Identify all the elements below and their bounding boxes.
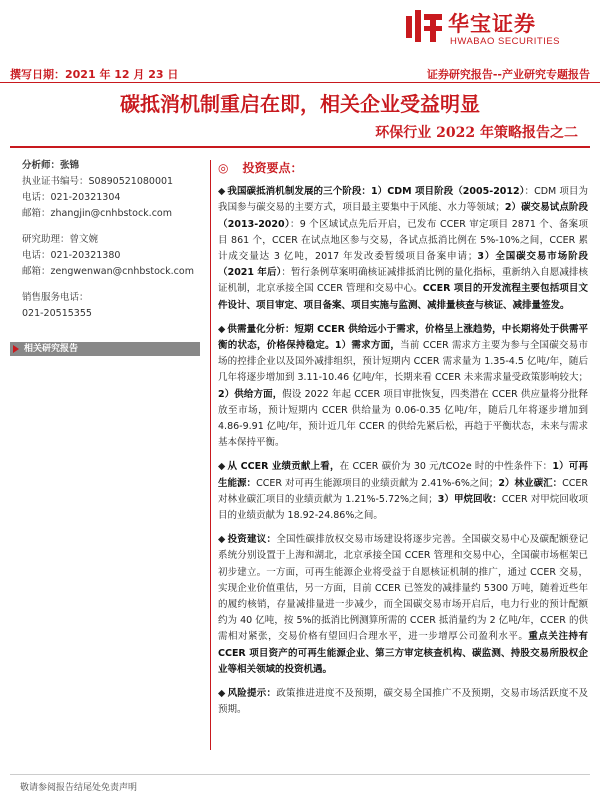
paragraph-supply-demand: ◆ 供需量化分析：短期 CCER 供给远小于需求，价格呈上涨趋势，中长期将处于供需平衡的状态，价格保持稳定。1）需求方面，当前 CCER 需求方主要为参与全国碳交易市场的控排企业以及国外减排组织，预计短期内 CCER 需求量为 1.35-4.5 亿吨/年，随后几年将逐步增加到 3.11-10.46 亿吨/年，长期来看 CCER 未来需求量受政策影响较大；2）供给方面，假设 2022 年起 CCER 项目审批恢复，四类潜在 CCER 供应量将分批释放至市场，预计短期内 CCER 供给量为 0.06-0.35 亿吨/年，随后几年将逐步增加到 4.86-9.91 亿吨/年，预计近几年 CCER 的供给先紧后松，再趋于平衡状态，未来与需求基本保持平衡。 [218, 323, 588, 449]
report-subtitle: 环保行业 2022 年策略报告之二 [375, 125, 578, 141]
title-divider [10, 146, 590, 148]
sales-phone: 021-20515355 [22, 308, 92, 319]
header-divider [0, 82, 600, 83]
paragraph-stages: ◆ 我国碳抵消机制发展的三个阶段：1）CDM 项目阶段（2005-2012）：CDM 项目为我国参与碳交易的主要方式，项目最主要集中于风能、水力等领域；2）碳交易试点阶段（2013-2020）：9 个区域试点先后开启，已发布 CCER 审定项目 2871 个、备案项目 861 个，CCER 在试点地区参与交易，各试点抵消比例在 5%-10%之间，CCER 累计成交量达 3 亿吨，2017 年发改委暂缓项目备案申请；3）全国碳交易市场阶段（2021 年后）：暂行条例草案明确核证减排抵消比例的量化指标，重新纳入自愿减排核证机制，北京承接全国 CCER 管理和交易中心。CCER 项目的开发流程主要包括项目文件设计、项目审定、项目备案、项目实施与监测、减排量核查与核证、减排量签发。 [218, 186, 589, 311]
disclaimer-note: 敬请参阅报告结尾处免责声明 [20, 783, 138, 793]
brand-name-en: HWABAO SECURITIES [450, 36, 561, 47]
assistant-phone: 电话：021-20321380 [22, 250, 121, 261]
bullet-icon: ◆ [218, 534, 226, 546]
bullet-icon: ◆ [218, 186, 226, 198]
paragraph-contribution: ◆ 从 CCER 业绩贡献上看，在 CCER 碳价为 30 元/tCO2e 时的中性条件下：1）可再生能源：CCER 对可再生能源项目的业绩贡献为 2.41%-6%之间；2）林业碳汇：CCER 对林业碳汇项目的业绩贡献为 1.21%-5.72%之间；3）甲烷回收：CCER 对甲烷回收项目的业绩贡献为 18.92-24.86%之间。 [218, 461, 589, 522]
report-header-bar [0, 62, 600, 84]
report-category: 证券研究报告--产业研究专题报告 [426, 68, 590, 81]
key-points-heading [218, 160, 588, 176]
assistant-email[interactable]: 邮箱：zengwenwan@cnhbstock.com [22, 266, 194, 277]
analyst-email[interactable]: 邮箱：zhangjin@cnhbstock.com [22, 208, 172, 219]
paragraph-risk: ◆ 风险提示：政策推进进度不及预期，碳交易全国推广不及预期，交易市场活跃度不及预期。 [218, 688, 588, 716]
analyst-license: 执业证书编号：S0890521080001 [22, 176, 174, 187]
analyst-info [22, 158, 202, 322]
hwabao-logo-icon [404, 8, 444, 44]
report-date: 撰写日期：2021 年 12 月 23 日 [10, 68, 179, 81]
brand-name-cn: 华宝证券 [448, 12, 536, 36]
sales-label: 销售服务电话： [22, 292, 89, 303]
related-reports-header: 相关研究报告 [10, 342, 200, 356]
assistant-name: 研究助理：曾文婉 [22, 234, 99, 245]
bullet-icon: ◆ [218, 323, 226, 335]
report-title: 碳抵消机制重启在即，相关企业受益明显 [120, 92, 480, 116]
bullet-icon: ◆ [218, 461, 226, 473]
key-points-title: 投资要点： [242, 161, 303, 175]
column-divider [210, 160, 211, 750]
analyst-phone: 电话：021-20321304 [22, 192, 121, 203]
paragraph-investment: ◆ 投资建议：全国性碳排放权交易市场建设将逐步完善。全国碳交易中心及碳配额登记系统分别设置于上海和湖北，北京承接全国 CCER 管理和交易中心，全国碳市场框架已初步建立。一方面，可再生能源企业将受益于自愿核证机制的推广，通过 CCER 交易，实现企业价值重估，另一方面，目前 CCER 已签发的减排量约 5300 万吨，随着近些年的履约核销，存量减排量进一步减少，而全国碳交易市场开启后，电力行业的预计配额约为 40 亿吨，按 5%的抵消比例测算所需的 CCER 抵消量约为 2 亿吨/年，CCER 的供需相对紧张，交易价格有望回归合理水平，进一步增厚公司盈利水平。重点关注持有 CCER 项目资产的可再生能源企业、第三方审定核查机构、碳监测、持股交易所股权企业等相关领域的投资机遇。 [218, 534, 588, 675]
bullet-icon: ◆ [218, 688, 226, 700]
main-content [218, 160, 588, 727]
target-icon: ◎ [218, 161, 229, 175]
brand-logo [404, 6, 596, 52]
analyst-name: 分析师：张锦 [22, 160, 80, 171]
footer-divider [10, 774, 590, 775]
